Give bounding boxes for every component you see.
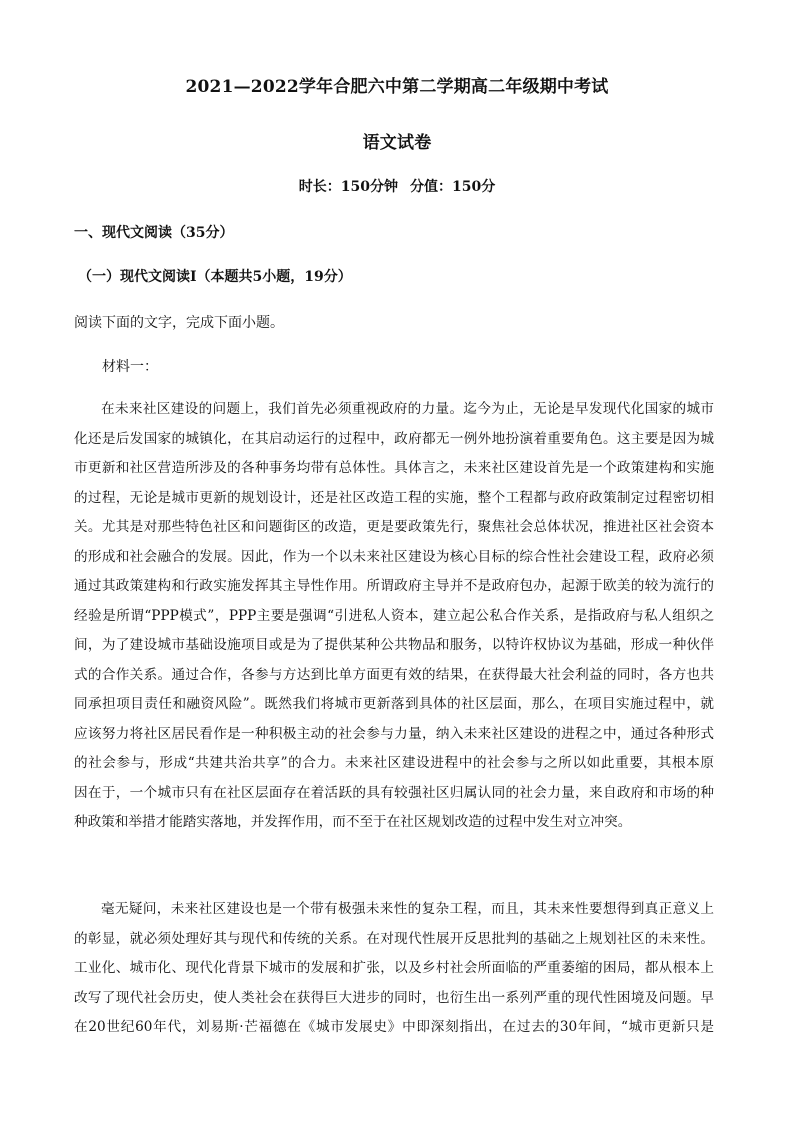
paragraph-line: 改写了现代社会历史，使人类社会在获得巨大进步的同时，也衍生出一系列严重的现代性困境及问题。早 [74, 989, 714, 1006]
paragraph-line: 同承担项目责任和融资风险”。既然我们将城市更新落到具体的社区层面，那么，在项目实施过程中，就 [74, 696, 714, 712]
paragraph-line: 的社会参与，形成“共建共治共享”的合力。未来社区建设进程中的社会参与之所以如此重要，其根本原 [74, 755, 714, 771]
exam-duration: 时长：150分钟 [298, 179, 398, 195]
paragraph-line: 的彰显，就必须处理好其与现代和传统的关系。在对现代性展开反思批判的基础之上规划社区的未来性。 [74, 930, 714, 947]
paragraph-line: 市更新和社区营造所涉及的各种事务均带有总体性。具体言之，未来社区建设首先是一个政策建构和实施 [74, 460, 714, 476]
paragraph-1 [74, 395, 714, 838]
paragraph-line: 在20世纪60年代，刘易斯·芒福德在《城市发展史》中即深刻指出，在过去的30年间，“城市更新只是 [74, 1019, 714, 1035]
exam-subtitle: 语文试卷 [362, 133, 432, 153]
paragraph-line: 式的合作关系。通过合作，各参与方达到比单方面更有效的结果，在获得最大社会利益的同时，各方也共 [74, 666, 714, 683]
paragraph-line: 的过程，无论是城市更新的规划设计，还是社区改造工程的实施，整个工程都与政府政策制定过程密切相 [74, 489, 714, 506]
paragraph-line: 因在于，一个城市只有在社区层面存在着活跃的具有较强社区归属认同的社会力量，来自政府和市场的种 [74, 784, 714, 801]
exam-meta [0, 176, 794, 196]
paragraph-line: 种政策和举措才能踏实落地，并发挥作用，而不至于在社区规划改造的过程中发生对立冲突。 [74, 814, 632, 830]
reading-instruction: 阅读下面的文字，完成下面小题。 [74, 315, 284, 331]
paragraph-line: 工业化、城市化、现代化背景下城市的发展和扩张，以及乡村社会所面临的严重萎缩的困局，都从根本上 [74, 960, 714, 976]
paragraph-line: 经验是所谓“PPP模式”，PPP主要是强调“引进私人资本，建立起公私合作关系，是指政府与私人组织之 [74, 607, 714, 624]
material-label: 材料一： [102, 359, 158, 375]
paragraph-line: 关。尤其是对那些特色社区和问题街区的改造，更是要政策先行，聚焦社会总体状况，推进社区社会资本 [74, 519, 714, 535]
paragraph-line: 间，为了建设城市基础设施项目或是为了提供某种公共物品和服务，以特许权协议为基础，形成一种伙伴 [74, 637, 714, 653]
section-heading-1: 一、现代文阅读（35分） [74, 225, 234, 241]
exam-title: 2021—2022学年合肥六中第二学期高二年级期中考试 [185, 77, 609, 97]
paragraph-line: 应该努力将社区居民看作是一种积极主动的社会参与力量，纳入未来社区建设的进程之中，通过各种形式 [74, 725, 714, 742]
paragraph-line: 通过其政策建构和行政实施发挥其主导性作用。所谓政府主导并不是政府包办，起源于欧美的较为流行的 [74, 578, 714, 594]
paragraph-line: 毫无疑问，未来社区建设也是一个带有极强未来性的复杂工程，而且，其未来性要想得到真正意义上 [101, 901, 714, 917]
paragraph-line: 的形成和社会融合的发展。因此，作为一个以未来社区建设为核心目标的综合性社会建设工程，政府必须 [74, 548, 714, 565]
section-heading-2: （一）现代文阅读Ⅰ（本题共5小题，19分） [78, 269, 352, 285]
paragraph-2 [74, 895, 714, 1043]
exam-score: 分值：150分 [410, 179, 496, 195]
paragraph-line: 化还是后发国家的城镇化，在其启动运行的过程中，政府都无一例外地扮演着重要角色。这主要是因为城 [74, 430, 714, 447]
paragraph-line: 在未来社区建设的问题上，我们首先必须重视政府的力量。迄今为止，无论是早发现代化国家的城市 [101, 401, 714, 417]
